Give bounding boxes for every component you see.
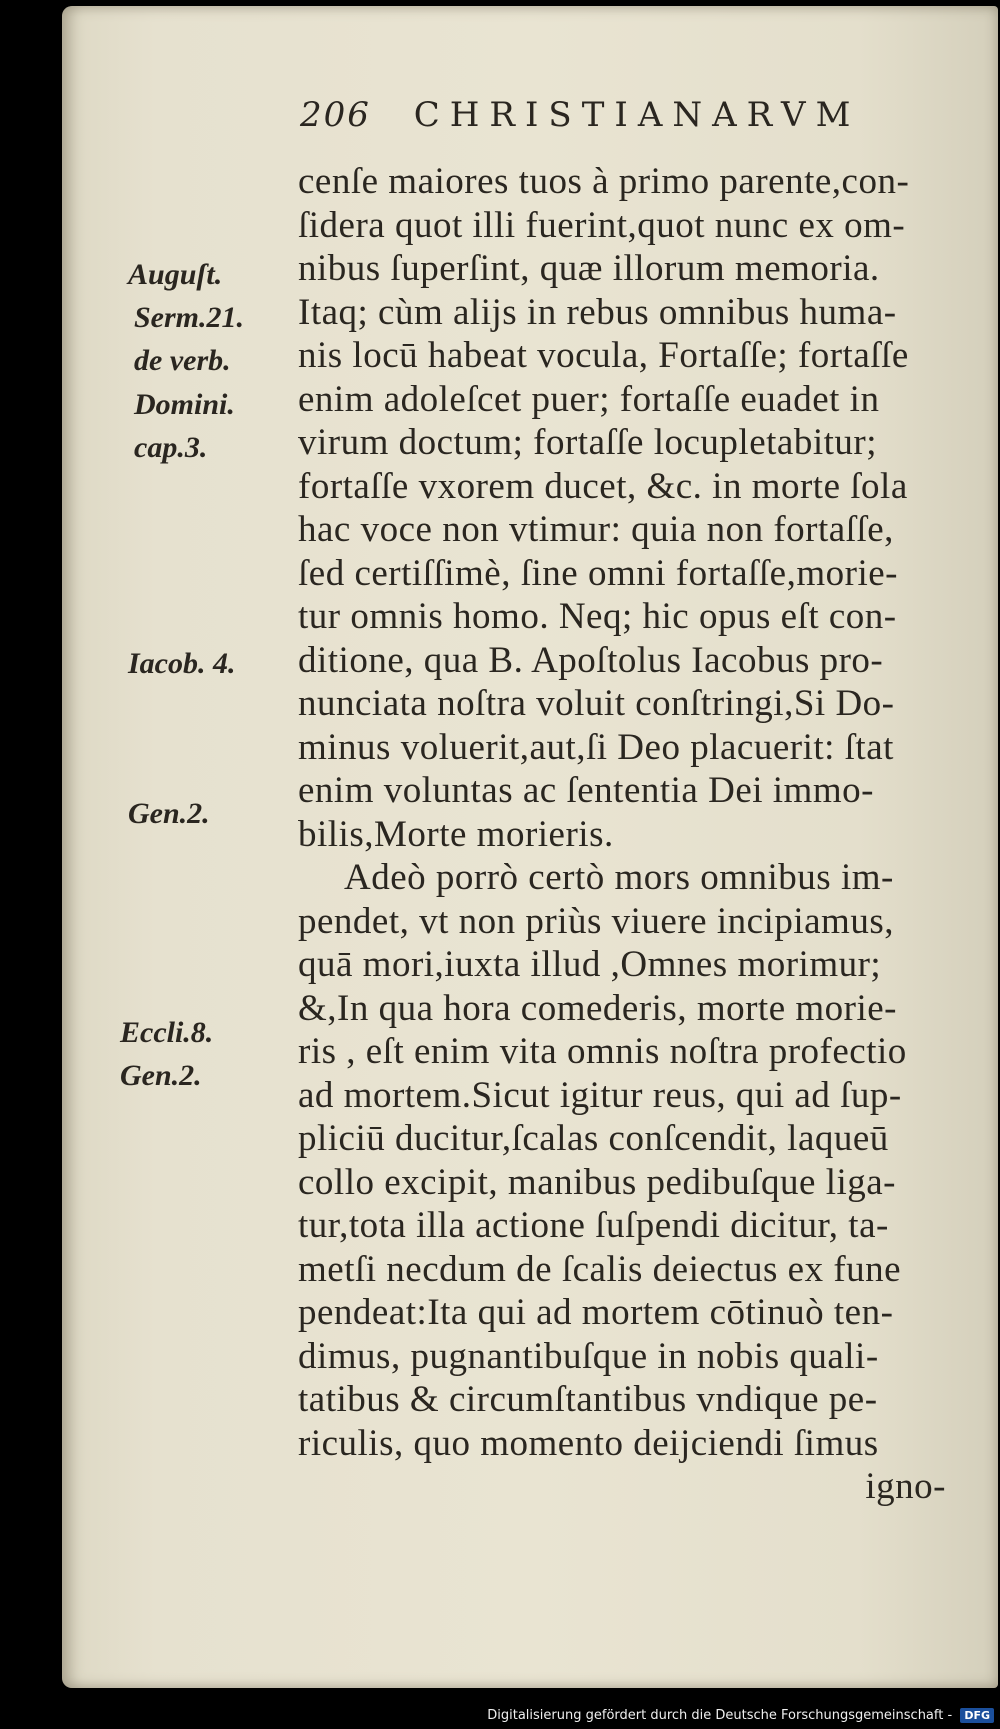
paragraph-start-line: Adeò porrò certò mors omnibus im- xyxy=(344,857,894,898)
digitization-credit xyxy=(487,1708,994,1723)
margin-note-james: Iacob. 4. xyxy=(128,647,236,680)
text-line: pliciū ducitur,ſcalas conſcendit, laqueū xyxy=(298,1118,889,1159)
page-header xyxy=(300,95,860,135)
body-text xyxy=(298,160,958,1509)
text-line: quā mori,iuxta illud ,Omnes morimur; xyxy=(298,944,882,985)
running-head: CHRISTIANARVM xyxy=(413,95,861,135)
text-line: dimus, pugnantibuſque in nobis quali- xyxy=(298,1335,879,1377)
margin-note-chapter: cap.3. xyxy=(134,431,208,464)
dfg-logo: DFG xyxy=(960,1708,994,1723)
text-line: nis locū habeat vocula, Fortaſſe; fortaſſe xyxy=(298,335,909,376)
text-line: pendeat:Ita qui ad mortem cōtinuò ten- xyxy=(298,1292,894,1333)
text-line: tur omnis homo. Neq; hic opus eſt con- xyxy=(298,596,897,637)
margin-note-de-verbis: de verb. xyxy=(134,344,231,377)
margin-note-sermon: Serm.21. xyxy=(134,301,245,334)
text-line: ad mortem.Sicut igitur reus, qui ad ſup- xyxy=(298,1074,902,1116)
text-line: enim adoleſcet puer; fortaſſe euadet in xyxy=(298,378,880,420)
margin-note-genesis-2: Gen.2. xyxy=(120,1059,202,1092)
text-line: Itaq; cùm alijs in rebus omnibus huma- xyxy=(298,291,897,333)
text-line: ſidera quot illi fuerint,quot nunc ex om- xyxy=(298,204,906,246)
text-line: ditione, qua B. Apoſtolus Iacobus pro- xyxy=(298,639,884,681)
margin-note-augustine: Auguſt. xyxy=(128,258,223,291)
text-line: bilis,Morte morieris. xyxy=(298,813,614,855)
text-line: cenſe maiores tuos à primo parente,con- xyxy=(298,161,910,202)
text-line: tatibus & circumſtantibus vndique pe- xyxy=(298,1379,878,1420)
credit-text: Digitalisierung gefördert durch die Deutsche Forschungsgemeinschaft - xyxy=(487,1708,953,1723)
text-line: ris , eſt enim vita omnis noſtra profectio xyxy=(298,1031,907,1072)
margin-note-ecclesiasticus: Eccli.8. xyxy=(120,1016,214,1049)
text-line: enim voluntas ac ſententia Dei immo- xyxy=(298,770,874,811)
text-line: fortaſſe vxorem ducet, &c. in morte ſola xyxy=(298,465,908,507)
text-line: virum doctum; fortaſſe locupletabitur; xyxy=(298,422,877,463)
text-line: ſed certiſſimè, ſine omni fortaſſe,morie- xyxy=(298,552,898,594)
margin-note-genesis: Gen.2. xyxy=(128,797,210,830)
text-line: minus voluerit,aut,ſi Deo placuerit: ſtat xyxy=(298,726,894,768)
text-line: riculis, quo momento deijciendi ſimus xyxy=(298,1422,879,1464)
text-line: tur,tota illa actione ſuſpendi dicitur, ta- xyxy=(298,1205,889,1246)
text-line: hac voce non vtimur: quia non fortaſſe, xyxy=(298,509,894,550)
text-line: nibus ſuperſint, quæ illorum memoria. xyxy=(298,248,880,289)
catchword: igno- xyxy=(865,1466,946,1507)
margin-note-domini: Domini. xyxy=(134,388,235,421)
text-line: pendet, vt non priùs viuere incipiamus, xyxy=(298,900,894,942)
text-line: collo excipit, manibus pedibuſque liga- xyxy=(298,1161,897,1203)
text-line: metſi necdum de ſcalis deiectus ex fune xyxy=(298,1248,902,1290)
text-line: &,In qua hora comederis, morte morie- xyxy=(298,987,897,1029)
page-number: 206 xyxy=(300,95,371,135)
text-line: nunciata noſtra voluit conſtringi,Si Do- xyxy=(298,683,895,724)
